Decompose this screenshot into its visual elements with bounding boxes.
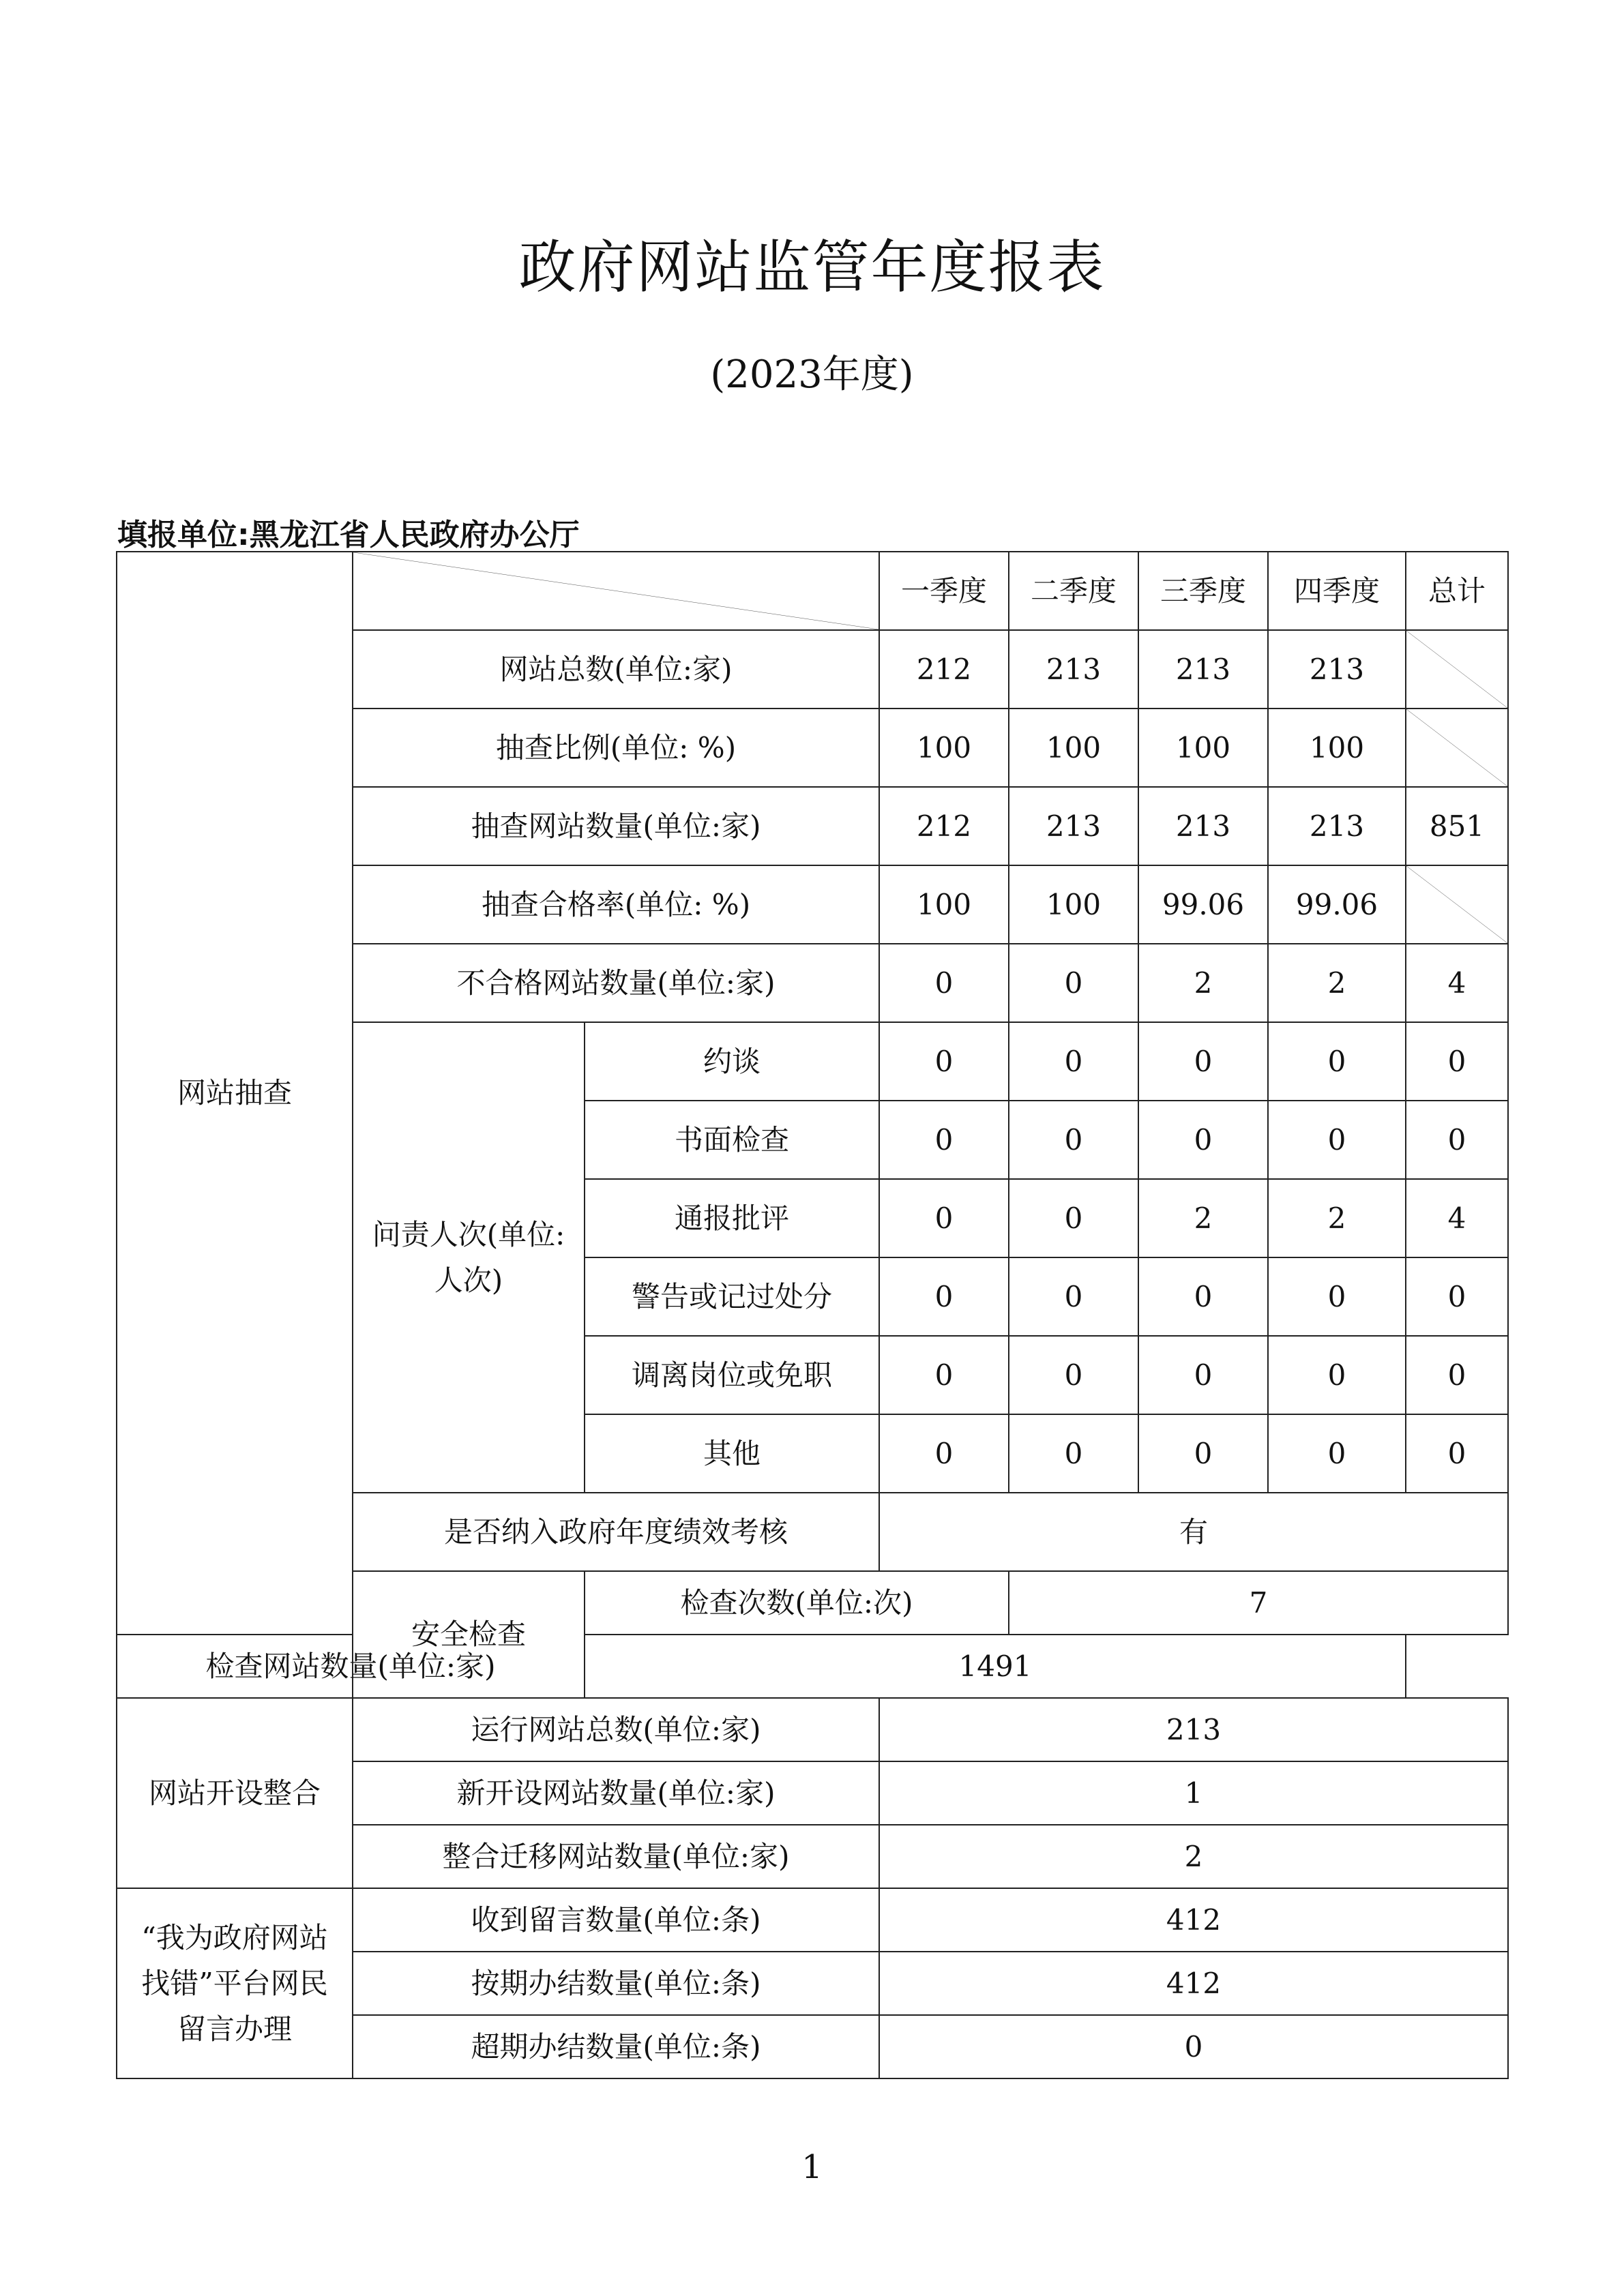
cell-value: 213 [1009, 787, 1138, 865]
row-label: 调离岗位或免职 [585, 1336, 879, 1414]
section-label-messages: “我为政府网站找错”平台网民留言办理 [117, 1888, 353, 2078]
cell-total: 0 [1406, 1257, 1508, 1336]
cell-value: 0 [1268, 1022, 1406, 1101]
cell-value: 0 [879, 1022, 1009, 1101]
cell-value: 0 [1268, 1414, 1406, 1493]
row-label: 约谈 [585, 1022, 879, 1101]
cell-value: 99.06 [1138, 865, 1268, 944]
row-label: 抽查比例(单位: %) [353, 709, 879, 787]
cell-value: 213 [1268, 630, 1406, 709]
cell-value: 0 [879, 2015, 1508, 2078]
table-row [117, 1888, 1508, 1952]
row-label: 整合迁移网站数量(单位:家) [353, 1825, 879, 1888]
diagonal-line-icon [1406, 631, 1507, 708]
row-label: 书面检查 [585, 1101, 879, 1179]
section-label-security: 安全检查 [353, 1571, 585, 1698]
cell-value: 2 [1138, 944, 1268, 1022]
cell-value: 0 [1138, 1336, 1268, 1414]
cell-value: 1 [879, 1761, 1508, 1825]
report-year: (2023年度) [710, 353, 914, 397]
empty-total-cell [1406, 709, 1508, 787]
header-q3: 三季度 [1138, 552, 1268, 630]
cell-value: 2 [1138, 1179, 1268, 1257]
cell-value: 1491 [585, 1635, 1406, 1698]
row-label: 新开设网站数量(单位:家) [353, 1761, 879, 1825]
row-label: 收到留言数量(单位:条) [353, 1888, 879, 1952]
cell-total: 4 [1406, 944, 1508, 1022]
cell-value: 213 [879, 1698, 1508, 1761]
cell-value: 0 [1138, 1257, 1268, 1336]
cell-value: 0 [879, 1414, 1009, 1493]
cell-value: 0 [879, 1336, 1009, 1414]
table-header-row [117, 552, 1508, 630]
empty-total-cell [1406, 865, 1508, 944]
header-q1: 一季度 [879, 552, 1009, 630]
row-label: 不合格网站数量(单位:家) [353, 944, 879, 1022]
cell-value: 213 [1268, 787, 1406, 865]
row-label: 是否纳入政府年度绩效考核 [353, 1493, 879, 1571]
section-label-setup: 网站开设整合 [117, 1698, 353, 1888]
row-label: 运行网站总数(单位:家) [353, 1698, 879, 1761]
cell-value: 213 [1138, 787, 1268, 865]
cell-value: 0 [879, 1257, 1009, 1336]
diagonal-header-cell [353, 552, 879, 630]
row-label: 检查次数(单位:次) [585, 1571, 1009, 1635]
cell-total: 0 [1406, 1414, 1508, 1493]
section-label-inspection: 网站抽查 [117, 552, 353, 1635]
cell-total: 851 [1406, 787, 1508, 865]
cell-value: 0 [1009, 1179, 1138, 1257]
empty-total-cell [1406, 630, 1508, 709]
cell-value: 100 [1138, 709, 1268, 787]
cell-value: 0 [1009, 1257, 1138, 1336]
cell-total: 0 [1406, 1022, 1508, 1101]
cell-value: 100 [1009, 865, 1138, 944]
accountability-label: 问责人次(单位:人次) [353, 1022, 585, 1493]
table-row [117, 1635, 1508, 1698]
table-row [117, 1698, 1508, 1761]
cell-value: 99.06 [1268, 865, 1406, 944]
cell-value: 212 [879, 787, 1009, 865]
report-table [116, 551, 1509, 2079]
diagonal-line-icon [1406, 866, 1507, 943]
cell-value: 0 [1009, 1336, 1138, 1414]
header-q2: 二季度 [1009, 552, 1138, 630]
cell-value: 0 [1009, 944, 1138, 1022]
diagonal-line-icon [1406, 709, 1507, 786]
cell-value: 0 [1268, 1257, 1406, 1336]
cell-value: 212 [879, 630, 1009, 709]
cell-value: 100 [1268, 709, 1406, 787]
cell-value: 0 [1009, 1101, 1138, 1179]
cell-value: 0 [879, 1179, 1009, 1257]
cell-value: 412 [879, 1888, 1508, 1952]
cell-value: 2 [1268, 944, 1406, 1022]
cell-value: 0 [1268, 1101, 1406, 1179]
cell-value: 2 [879, 1825, 1508, 1888]
row-label: 抽查网站数量(单位:家) [353, 787, 879, 865]
cell-value: 412 [879, 1952, 1508, 2015]
header-q4: 四季度 [1268, 552, 1406, 630]
cell-value: 0 [1138, 1414, 1268, 1493]
row-label: 按期办结数量(单位:条) [353, 1952, 879, 2015]
cell-value: 7 [1009, 1571, 1508, 1635]
report-title: 政府网站监管年度报表 [518, 234, 1106, 301]
cell-value: 100 [879, 709, 1009, 787]
row-label: 抽查合格率(单位: %) [353, 865, 879, 944]
cell-total: 0 [1406, 1101, 1508, 1179]
cell-value: 2 [1268, 1179, 1406, 1257]
cell-value: 0 [1138, 1101, 1268, 1179]
diagonal-line-icon [353, 552, 879, 629]
cell-value: 100 [1009, 709, 1138, 787]
cell-total: 4 [1406, 1179, 1508, 1257]
cell-value: 0 [879, 1101, 1009, 1179]
cell-value: 0 [1268, 1336, 1406, 1414]
row-label: 通报批评 [585, 1179, 879, 1257]
row-label: 警告或记过处分 [585, 1257, 879, 1336]
row-label: 检查网站数量(单位:家) [117, 1635, 585, 1698]
cell-total: 0 [1406, 1336, 1508, 1414]
page-number: 1 [801, 2148, 823, 2186]
cell-value: 0 [1009, 1022, 1138, 1101]
cell-value: 0 [1009, 1414, 1138, 1493]
row-label: 超期办结数量(单位:条) [353, 2015, 879, 2078]
header-total: 总计 [1406, 552, 1508, 630]
row-label: 其他 [585, 1414, 879, 1493]
cell-value: 213 [1138, 630, 1268, 709]
row-label: 网站总数(单位:家) [353, 630, 879, 709]
reporting-unit: 填报单位:黑龙江省人民政府办公厅 [117, 518, 580, 552]
cell-value: 有 [879, 1493, 1508, 1571]
cell-value: 0 [1138, 1022, 1268, 1101]
cell-value: 213 [1009, 630, 1138, 709]
cell-value: 100 [879, 865, 1009, 944]
cell-value: 0 [879, 944, 1009, 1022]
